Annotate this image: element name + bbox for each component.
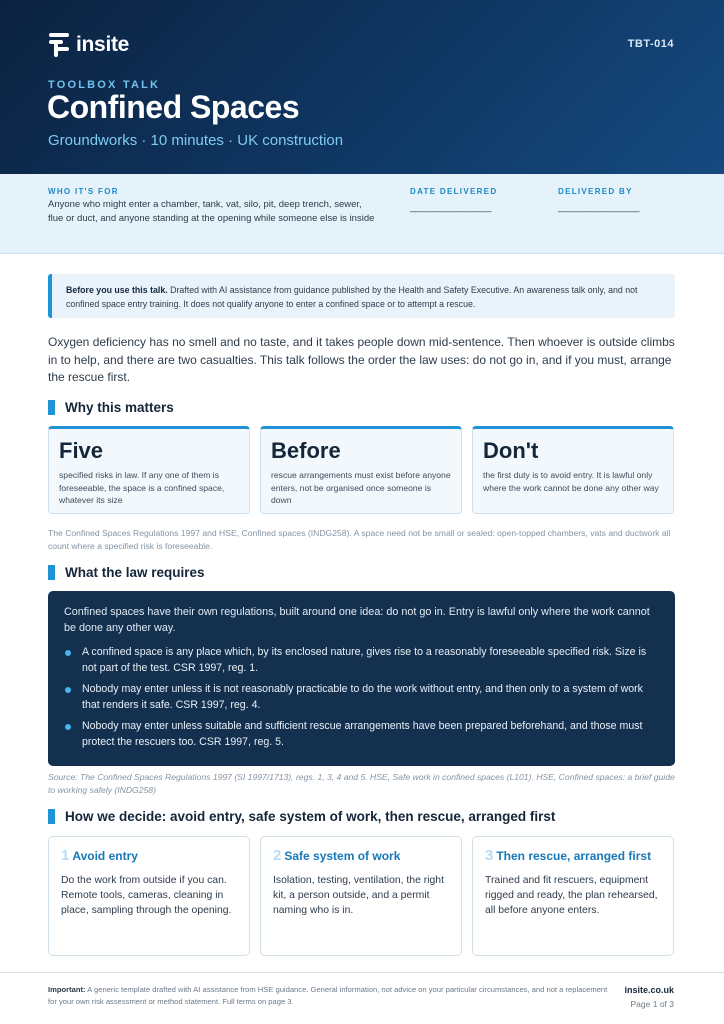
list-item: Nobody may enter unless it is not reasonably practicable to do the work without entry, and then only to a system of work that renders it safe. CSR 1997, reg. 4. [64, 682, 659, 713]
who-text: Anyone who might enter a chamber, tank, vat, silo, pit, deep trench, sewer, flue or duct, and anyone standing at the opening while someone else is inside [48, 199, 375, 224]
list-item: A confined space is any place which, by its enclosed nature, gives rise to a reasonably foreseeable specified risk. Size is not part of the test. CSR 1997, reg. 1. [64, 645, 659, 676]
bullet-dot-icon [65, 650, 71, 656]
document-code: TBT-014 [627, 38, 674, 50]
bullet-dot-icon [65, 687, 71, 693]
section-title: What the law requires [65, 565, 205, 580]
notice-text: Drafted with AI assistance from guidance published by the Health and Safety Executive. An awareness talk only, and not confined space entry training. It does not qualify anyone to enter a confined space or to attempt a rescue. [66, 285, 638, 309]
footer-website-link[interactable]: insite.co.uk [624, 985, 674, 995]
step-title: 3 Then rescue, arranged first [485, 847, 652, 864]
step-title: 1 Avoid entry [61, 847, 138, 864]
section-marker [48, 809, 55, 824]
stat-card-before [260, 426, 462, 514]
delivered-by-field[interactable]: ________________ [558, 202, 639, 213]
stat-card-dont [472, 426, 674, 514]
step-text: Do the work from outside if you can. Remote tools, cameras, cleaning in place, sampling through the opening. [61, 875, 232, 916]
footer-divider [0, 972, 724, 973]
stat-value: Don't [483, 438, 539, 463]
brand-logo[interactable] [48, 32, 129, 58]
section-decide-heading [48, 809, 555, 824]
step-number: 3 [485, 847, 494, 864]
logo-text: insite [76, 33, 130, 56]
date-delivered-label: DATE DELIVERED [410, 187, 498, 196]
step-text: Isolation, testing, ventilation, the right kit, a person outside, and a permit naming who is in. [273, 875, 444, 916]
law-points-list [64, 645, 659, 750]
footer-disclaimer-text: A generic template drafted with AI assistance from HSE guidance. General information, not advice on your particular circumstances, and not a replacement for your own risk assessment or method statement. Full terms on page 3. [48, 985, 608, 1006]
usage-notice [48, 274, 675, 318]
footer-lead: Important: [48, 985, 86, 994]
bullet-dot-icon [65, 724, 71, 730]
section-marker [48, 400, 55, 415]
step-text: Trained and fit rescuers, equipment rigged and ready, the plan rehearsed, all before anyone enters. [485, 875, 658, 916]
stat-text: specified risks in law. If any one of them is foreseeable, the space is a confined space, whatever its size [59, 470, 225, 505]
page-subtitle: Groundworks · 10 minutes · UK construction [48, 132, 344, 149]
step-title: 2 Safe system of work [273, 847, 401, 864]
step-number: 1 [61, 847, 70, 864]
page-title: Confined Spaces [47, 89, 300, 125]
date-delivered-field[interactable]: ________________ [410, 202, 491, 213]
section-title: Why this matters [65, 400, 174, 415]
page-number: Page 1 of 3 [630, 999, 674, 1009]
list-item: Nobody may enter unless suitable and sufficient rescue arrangements have been prepared beforehand, and those must protect the rescuers too. CSR 1997, reg. 5. [64, 719, 659, 750]
eyebrow-label: TOOLBOX TALK [48, 79, 161, 91]
header-banner [0, 0, 724, 174]
step-number: 2 [273, 847, 282, 864]
step-card-safe-system [260, 836, 462, 956]
stat-value: Five [59, 438, 104, 463]
law-source-note: Source: The Confined Spaces Regulations 1997 (SI 1997/1713), regs. 1, 3, 4 and 5. HSE, Safe work in confined spaces (L101). HSE, Confined spaces: a brief guide to working safely (INDG258) [48, 772, 675, 795]
section-law-heading [48, 565, 205, 580]
stat-text: rescue arrangements must exist before anyone enters, not be organised once someone is down [271, 470, 451, 505]
insite-logo-icon [48, 32, 70, 58]
law-requirements-box [48, 591, 675, 766]
section-title: How we decide: avoid entry, safe system of work, then rescue, arranged first [65, 809, 556, 824]
notice-lead: Before you use this talk. [66, 285, 168, 295]
law-intro: Confined spaces have their own regulations, built around one idea: do not go in. Entry is lawful only where the work cannot be done any other way. [64, 606, 650, 634]
section-why-heading [48, 400, 174, 415]
why-source-note: The Confined Spaces Regulations 1997 and HSE, Confined spaces (INDG258). A space need not be small or sealed: open-topped chambers, vats and ductwork all count where a specified risk is foreseeable. [48, 528, 671, 551]
delivered-by-label: DELIVERED BY [558, 187, 633, 196]
stat-card-five [48, 426, 250, 514]
stat-text: the first duty is to avoid entry. It is lawful only where the work cannot be done any other way [483, 470, 659, 493]
intro-paragraph: Oxygen deficiency has no smell and no taste, and it takes people down mid-sentence. Then whoever is outside climbs in to help, and there are two casualties. This talk follows the order the law uses: do not go in, and if you must, arrange the rescue first. [48, 335, 675, 384]
who-label: WHO IT'S FOR [48, 187, 119, 196]
step-card-avoid-entry [48, 836, 250, 956]
step-card-rescue [472, 836, 674, 956]
footer-disclaimer [48, 984, 608, 1008]
meta-strip [0, 174, 724, 254]
stat-value: Before [271, 438, 341, 463]
section-marker [48, 565, 55, 580]
